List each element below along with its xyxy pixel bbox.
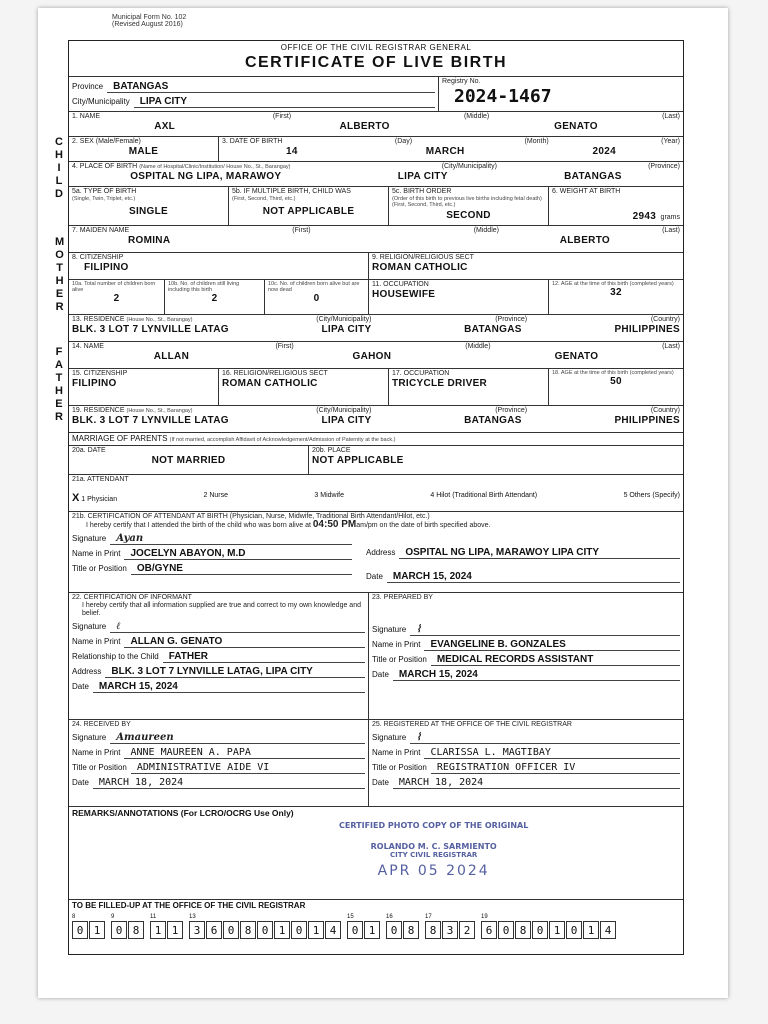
registry-label: Registry No. xyxy=(442,78,481,85)
marriage-date: NOT MARRIED xyxy=(151,455,226,466)
multiple-value: NOT APPLICABLE xyxy=(262,206,355,217)
father-citizenship-label: 15. CITIZENSHIP xyxy=(72,370,128,377)
father-occupation: TRICYCLE DRIVER xyxy=(392,378,488,389)
registry-number: 2024-1467 xyxy=(454,86,552,107)
attendant-date: MARCH 15, 2024 xyxy=(387,571,680,583)
informant-date: MARCH 15, 2024 xyxy=(93,681,365,693)
father-age-label: 18. AGE at the time of this birth (completed years) xyxy=(552,370,674,376)
prepared-name: EVANGELINE B. GONZALES xyxy=(424,639,680,651)
code-marker: 17 xyxy=(425,914,432,920)
father-name-label: 14. NAME xyxy=(72,343,104,350)
code-marker: 9 xyxy=(111,914,115,920)
c10b-label: 10b. No. of children still living including this birth xyxy=(168,281,240,293)
footer-label: TO BE FILLED-UP AT THE OFFICE OF THE CIVIL REGISTRAR xyxy=(72,901,306,910)
attendant-title: OB/GYNE xyxy=(131,563,352,575)
c10c-label: 10c. No. of children born alive but are now dead xyxy=(268,281,360,293)
order-label: 5c. BIRTH ORDER xyxy=(392,188,452,195)
father-res-province: BATANGAS xyxy=(464,415,522,426)
certificate-form: OFFICE OF THE CIVIL REGISTRAR GENERAL CERTIFICATE OF LIVE BIRTH Province BATANGAS City/Municipality LIPA CITY Registry No. 2024-1467 C H I L D 1. NAME (First) (Middle) (Last) AXL ALBERTO GENATO 2. SEX (Male/Female) MALE 3. DATE OF BIRTH (Day) (Month) (Year) 14 MARCH 2024 4. PLACE OF BIRTH (Name of Hospital/Clinic/Institution/ House No., St., Barangay) (City/Municipality) (Province) OSPITAL NG LIPA, MARAWOY LIPA CITY BATANGAS 5a. TYPE OF BIRTH (Single, Twin, Triplet, etc.) SINGLE 5b. IF MULTIPLE BIRTH, CHILD WAS (First, Second, Third, etc.) NOT APPLICABLE 5c. BIRTH ORDER (Order of this birth to previous live births including fetal death) (First, Second, Third, etc.) SECOND 6. WEIGHT AT BIRTH 2943 grams M O T H E R 7. MAIDEN NAME (First) (Middle) (Last) ROMINA ALBERTO 8. CITIZENSHIP FILIPINO 9. RELIGION/RELIGIOUS SECT ROMAN CATHOLIC 10a. Total number of children born alive 2 10b. No. of children still living including this birth 2 10c. No. of children born alive but are now dead 0 11. OCCUPATION HOUSEWIFE 12. AGE at the time of this birth (completed years) 32 13. RESIDENCE (House No., St., Barangay) (City/Municipality) (Province) (Country) BLK. 3 LOT 7 LYNVILLE LATAG LIPA CITY BATANGAS PHILIPPINES F A T H E R 14. NAME (First) (Middle) (Last) ALLAN GAHON GENATO 15. CITIZENSHIP FILIPINO 16. RELIGION/RELIGIOUS SECT ROMAN CATHOLIC 17. OCCUPATION TRICYCLE DRIVER 18. AGE at the time of this birth (completed years) 50 19. RESIDENCE (House No., St., Barangay) (City/Municipality) (Province) (Country) BLK. 3 LOT 7 LYNVILLE LATAG LIPA CITY BATANGAS PHILIPPINES MARRIAGE OF PARENTS (If not married, accomplish Affidavit of Acknowledgement/Admission of Paternity at the back.) 20a. DATE NOT MARRIED 20b. PLACE NOT APPLICABLE 21a. ATTENDANT X 1 Physician 2 Nurse 3 Midwife 4 Hilot (Traditional Birth Attendant) 5 Others (Specify) 21b. CERTIFICATION OF ATTENDANT AT BIRTH (Physician, Nurse, Midwife, Traditional Birth Attendant/Hilot, etc.) I hereby certify that I attended the birth of the child who was born alive at 04:50 PMam/pm on the date of birth specified above. Signature Ayan Name in Print JOCELYN ABAYON, M.D Title or Position OB/GYNE Address OSPITAL NG LIPA, MARAWOY LIPA CITY Date MARCH 15, 2024 22. CERTIFICATION OF INFORMANT I hereby certify that all information supplied are true and correct to my own knowledge and belief. Signature ℓ Name in Print ALLAN G. GENATO Relationship to the Child FATHER Address BLK. 3 LOT 7 LYNVILLE LATAG, LIPA CITY Date MARCH 15, 2024 23. PREPARED BY Signature ⌇ Name in Print EVANGELINE B. GONZALES Title or Position MEDICAL RECORDS ASSISTANT Date MARCH 15, 2024 24. RECEIVED BY Signature Amaureen Name in Print ANNE MAUREEN A. PAPA Title or Position ADMINISTRATIVE AIDE VI Date MARCH 18, 2024 25. REGISTERED AT THE OFFICE OF THE CIVIL REGISTRAR Signature ⌇ Name in Print CLARISSA L. MAGTIBAY Title or Position REGISTRATION OFFICER IV Date MARCH 18, 2024 REMARKS/ANNOTATIONS (For LCRO/OCRG Use Only) CERTIFIED PHOTO COPY OF THE ORIGINAL ROLANDO M. C. SARMIENTO CITY CIVIL REGISTRAR APR 05 2024 TO BE FILLED-UP AT THE OFFICE OF THE CIVIL REGISTRAR 8 0 1 9 0 8 11 1 1 13 3 6 0 8 0 1 0 1 4 15 0 1 16 0 8 17 8 3 2 19 6 0 8 0 1 0 1 4 xyxy=(68,40,684,955)
received-label: 24. RECEIVED BY xyxy=(72,721,131,728)
multiple-label: 5b. IF MULTIPLE BIRTH, CHILD WAS xyxy=(232,188,351,195)
code-digit: 4 xyxy=(325,921,341,939)
remarks-label: REMARKS/ANNOTATIONS (For LCRO/OCRG Use Only) xyxy=(72,808,294,818)
code-group xyxy=(189,914,341,939)
order-value: SECOND xyxy=(446,210,491,221)
marriage-header: MARRIAGE OF PARENTS xyxy=(72,434,168,443)
dob-month: MARCH xyxy=(425,146,465,157)
mother-name-label: 7. MAIDEN NAME xyxy=(72,227,130,234)
informant-signature: ℓ xyxy=(110,621,365,633)
code-group xyxy=(386,914,419,939)
mother-religion: ROMAN CATHOLIC xyxy=(372,262,468,273)
code-group xyxy=(481,914,616,939)
certified-stamp: CERTIFIED PHOTO COPY OF THE ORIGINAL ROLANDO M. C. SARMIENTO CITY CIVIL REGISTRAR APR 05 2024 xyxy=(339,821,529,879)
code-digit: 1 xyxy=(150,921,166,939)
place-hospital: OSPITAL NG LIPA, MARAWOY xyxy=(130,171,282,182)
code-digit: 1 xyxy=(583,921,599,939)
attendant-label: 21a. ATTENDANT xyxy=(72,476,129,483)
father-occupation-label: 17. OCCUPATION xyxy=(392,370,450,377)
code-marker: 16 xyxy=(386,914,393,920)
mother-first-name: ROMINA xyxy=(128,235,171,246)
code-group xyxy=(347,914,380,939)
attendant-mark: X xyxy=(72,492,80,504)
code-digit: 6 xyxy=(206,921,222,939)
child-middle-name: ALBERTO xyxy=(339,121,390,132)
c10b-value: 2 xyxy=(211,293,218,304)
code-digit: 0 xyxy=(223,921,239,939)
father-res-city: LIPA CITY xyxy=(321,415,372,426)
code-marker: 11 xyxy=(150,914,157,920)
informant-name: ALLAN G. GENATO xyxy=(124,636,365,648)
certificate-title: CERTIFICATE OF LIVE BIRTH xyxy=(244,54,508,71)
code-digit: 0 xyxy=(257,921,273,939)
code-digit: 8 xyxy=(425,921,441,939)
code-digit: 0 xyxy=(72,921,88,939)
father-residence-label: 19. RESIDENCE xyxy=(72,407,125,414)
mother-res-city: LIPA CITY xyxy=(321,324,372,335)
received-date: MARCH 18, 2024 xyxy=(93,777,365,789)
code-digit: 1 xyxy=(308,921,324,939)
informant-label: 22. CERTIFICATION OF INFORMANT xyxy=(72,594,192,601)
city-label: City/Municipality xyxy=(72,97,130,106)
code-marker: 8 xyxy=(72,914,76,920)
code-digit: 0 xyxy=(347,921,363,939)
mother-res-country: PHILIPPINES xyxy=(614,324,680,335)
code-digit: 0 xyxy=(291,921,307,939)
child-section: C H I L D 1. NAME (First) (Middle) (Last) AXL ALBERTO GENATO 2. SEX (Male/Female) MALE 3. DATE OF BIRTH (Day) (Month) (Year) 14 MARCH 2024 4. PLACE OF BIRTH (Name of Hospital/Clinic/Institution/ House No., St., Barangay) (City/Municipality) (Province) OSPITAL NG LIPA, MARAWOY LIPA CITY BATANGAS 5a. TYPE OF BIRTH (Single, Twin, Triplet, etc.) SINGLE 5b. IF MULTIPLE BIRTH, CHILD WAS (First, Second, Third, etc.) NOT APPLICABLE 5c. BIRTH ORDER (Order of this birth to previous live births including fetal death) (First, Second, Third, etc.) SECOND 6. WEIGHT AT BIRTH 2943 grams xyxy=(69,112,683,226)
informant-address: BLK. 3 LOT 7 LYNVILLE LATAG, LIPA CITY xyxy=(105,666,365,678)
province-label: Province xyxy=(72,82,104,91)
child-first-name: AXL xyxy=(154,121,176,132)
prepared-date: MARCH 15, 2024 xyxy=(393,669,680,681)
mother-section: M O T H E R 7. MAIDEN NAME (First) (Middle) (Last) ROMINA ALBERTO 8. CITIZENSHIP FILIPINO 9. RELIGION/RELIGIOUS SECT ROMAN CATHOLIC 10a. Total number of children born alive 2 10b. No. of children still living including this birth 2 10c. No. of children born alive but are now dead 0 11. OCCUPATION HOUSEWIFE 12. AGE at the time of this birth (completed years) 32 13. RESIDENCE (House No., St., Barangay) (City/Municipality) (Province) (Country) BLK. 3 LOT 7 LYNVILLE LATAG LIPA CITY BATANGAS PHILIPPINES xyxy=(69,226,683,342)
attendant-cert-label: 21b. CERTIFICATION OF ATTENDANT AT BIRTH (Physician, Nurse, Midwife, Traditional Birth Attendant/Hilot, etc.) xyxy=(72,513,430,520)
place-province: BATANGAS xyxy=(564,171,622,182)
sex-label: 2. SEX (Male/Female) xyxy=(72,138,141,145)
father-first-name: ALLAN xyxy=(153,351,190,362)
code-group xyxy=(111,914,144,939)
code-digit: 0 xyxy=(566,921,582,939)
father-side-label: F A T H E R xyxy=(55,346,63,423)
code-marker: 15 xyxy=(347,914,354,920)
child-last-name: GENATO xyxy=(554,121,598,132)
code-group xyxy=(425,914,475,939)
province-value: BATANGAS xyxy=(107,81,435,93)
mother-citizenship-label: 8. CITIZENSHIP xyxy=(72,254,124,261)
prepared-title: MEDICAL RECORDS ASSISTANT xyxy=(431,654,680,666)
mother-side-label: M O T H E R xyxy=(55,236,65,313)
stamp-date: APR 05 2024 xyxy=(377,863,490,879)
received-name: ANNE MAUREEN A. PAPA xyxy=(124,747,365,759)
attendant-signature: Ayan xyxy=(110,533,352,545)
informant-relationship: FATHER xyxy=(163,651,365,663)
registered-name: CLARISSA L. MAGTIBAY xyxy=(424,747,680,759)
code-digit: 1 xyxy=(549,921,565,939)
city-value: LIPA CITY xyxy=(134,96,435,108)
father-religion: ROMAN CATHOLIC xyxy=(222,378,318,389)
father-religion-label: 16. RELIGION/RELIGIOUS SECT xyxy=(222,370,328,377)
mother-residence-label: 13. RESIDENCE xyxy=(72,316,125,323)
registered-signature: ⌇ xyxy=(410,732,680,744)
mother-age-label: 12. AGE at the time of this birth (completed years) xyxy=(552,281,674,287)
marriage-place: NOT APPLICABLE xyxy=(312,455,404,466)
attendant-name: JOCELYN ABAYON, M.D xyxy=(124,548,352,560)
type-label: 5a. TYPE OF BIRTH xyxy=(72,188,137,195)
dob-year: 2024 xyxy=(592,146,616,157)
code-marker: 13 xyxy=(189,914,196,920)
marriage-date-label: 20a. DATE xyxy=(72,447,106,454)
prepared-signature: ⌇ xyxy=(410,624,680,636)
marriage-place-label: 20b. PLACE xyxy=(312,447,351,454)
code-marker: 19 xyxy=(481,914,488,920)
registered-date: MARCH 18, 2024 xyxy=(393,777,680,789)
code-digit: 1 xyxy=(274,921,290,939)
mother-last-name: ALBERTO xyxy=(559,235,610,246)
code-digit: 1 xyxy=(167,921,183,939)
mother-res-address: BLK. 3 LOT 7 LYNVILLE LATAG xyxy=(72,324,229,335)
registered-title: REGISTRATION OFFICER IV xyxy=(431,762,680,774)
mother-citizenship: FILIPINO xyxy=(84,262,129,273)
attendant-address: OSPITAL NG LIPA, MARAWOY LIPA CITY xyxy=(399,547,680,559)
registered-label: 25. REGISTERED AT THE OFFICE OF THE CIVIL REGISTRAR xyxy=(372,721,572,728)
father-citizenship: FILIPINO xyxy=(72,378,117,389)
father-age: 50 xyxy=(610,376,622,387)
received-signature: Amaureen xyxy=(110,732,365,744)
code-group xyxy=(72,914,105,939)
child-name-label: 1. NAME xyxy=(72,113,101,120)
child-side-label: C H I L D xyxy=(55,136,63,200)
code-digit: 3 xyxy=(442,921,458,939)
code-group xyxy=(150,914,183,939)
code-grid xyxy=(72,914,680,939)
code-digit: 0 xyxy=(386,921,402,939)
code-digit: 8 xyxy=(128,921,144,939)
code-digit: 2 xyxy=(459,921,475,939)
form-code: Municipal Form No. 102 (Revised August 2016) xyxy=(112,14,187,28)
code-digit: 1 xyxy=(89,921,105,939)
code-digit: 8 xyxy=(515,921,531,939)
office-title: OFFICE OF THE CIVIL REGISTRAR GENERAL xyxy=(280,43,472,52)
mother-age: 32 xyxy=(610,287,622,298)
father-last-name: GENATO xyxy=(554,351,599,362)
c10a-value: 2 xyxy=(113,293,120,304)
code-digit: 8 xyxy=(240,921,256,939)
received-title: ADMINISTRATIVE AIDE VI xyxy=(131,762,365,774)
c10a-label: 10a. Total number of children born alive xyxy=(72,281,156,293)
father-section: F A T H E R 14. NAME (First) (Middle) (Last) ALLAN GAHON GENATO 15. CITIZENSHIP FILIPINO 16. RELIGION/RELIGIOUS SECT ROMAN CATHOLIC 17. OCCUPATION TRICYCLE DRIVER 18. AGE at the time of this birth (completed years) 50 19. RESIDENCE (House No., St., Barangay) (City/Municipality) (Province) (Country) BLK. 3 LOT 7 LYNVILLE LATAG LIPA CITY BATANGAS PHILIPPINES xyxy=(69,342,683,433)
code-digit: 0 xyxy=(532,921,548,939)
sex-value: MALE xyxy=(128,146,159,157)
code-digit: 0 xyxy=(498,921,514,939)
father-res-address: BLK. 3 LOT 7 LYNVILLE LATAG xyxy=(72,415,229,426)
dob-day: 14 xyxy=(286,146,298,157)
place-city: LIPA CITY xyxy=(397,171,448,182)
dob-label: 3. DATE OF BIRTH xyxy=(222,138,283,145)
father-res-country: PHILIPPINES xyxy=(614,415,680,426)
mother-occupation-label: 11. OCCUPATION xyxy=(372,281,429,288)
code-digit: 0 xyxy=(111,921,127,939)
code-digit: 1 xyxy=(364,921,380,939)
code-digit: 4 xyxy=(600,921,616,939)
place-label: 4. PLACE OF BIRTH xyxy=(72,163,138,170)
mother-occupation: HOUSEWIFE xyxy=(372,289,436,300)
mother-res-province: BATANGAS xyxy=(464,324,522,335)
code-digit: 3 xyxy=(189,921,205,939)
father-middle-name: GAHON xyxy=(352,351,392,362)
birth-time: 04:50 PM xyxy=(312,519,357,530)
c10c-value: 0 xyxy=(313,293,320,304)
type-value: SINGLE xyxy=(128,206,169,217)
weight-label: 6. WEIGHT AT BIRTH xyxy=(552,188,621,195)
code-digit: 6 xyxy=(481,921,497,939)
weight-value: 2943 xyxy=(632,211,657,222)
code-digit: 8 xyxy=(403,921,419,939)
prepared-label: 23. PREPARED BY xyxy=(372,594,433,601)
mother-religion-label: 9. RELIGION/RELIGIOUS SECT xyxy=(372,254,474,261)
